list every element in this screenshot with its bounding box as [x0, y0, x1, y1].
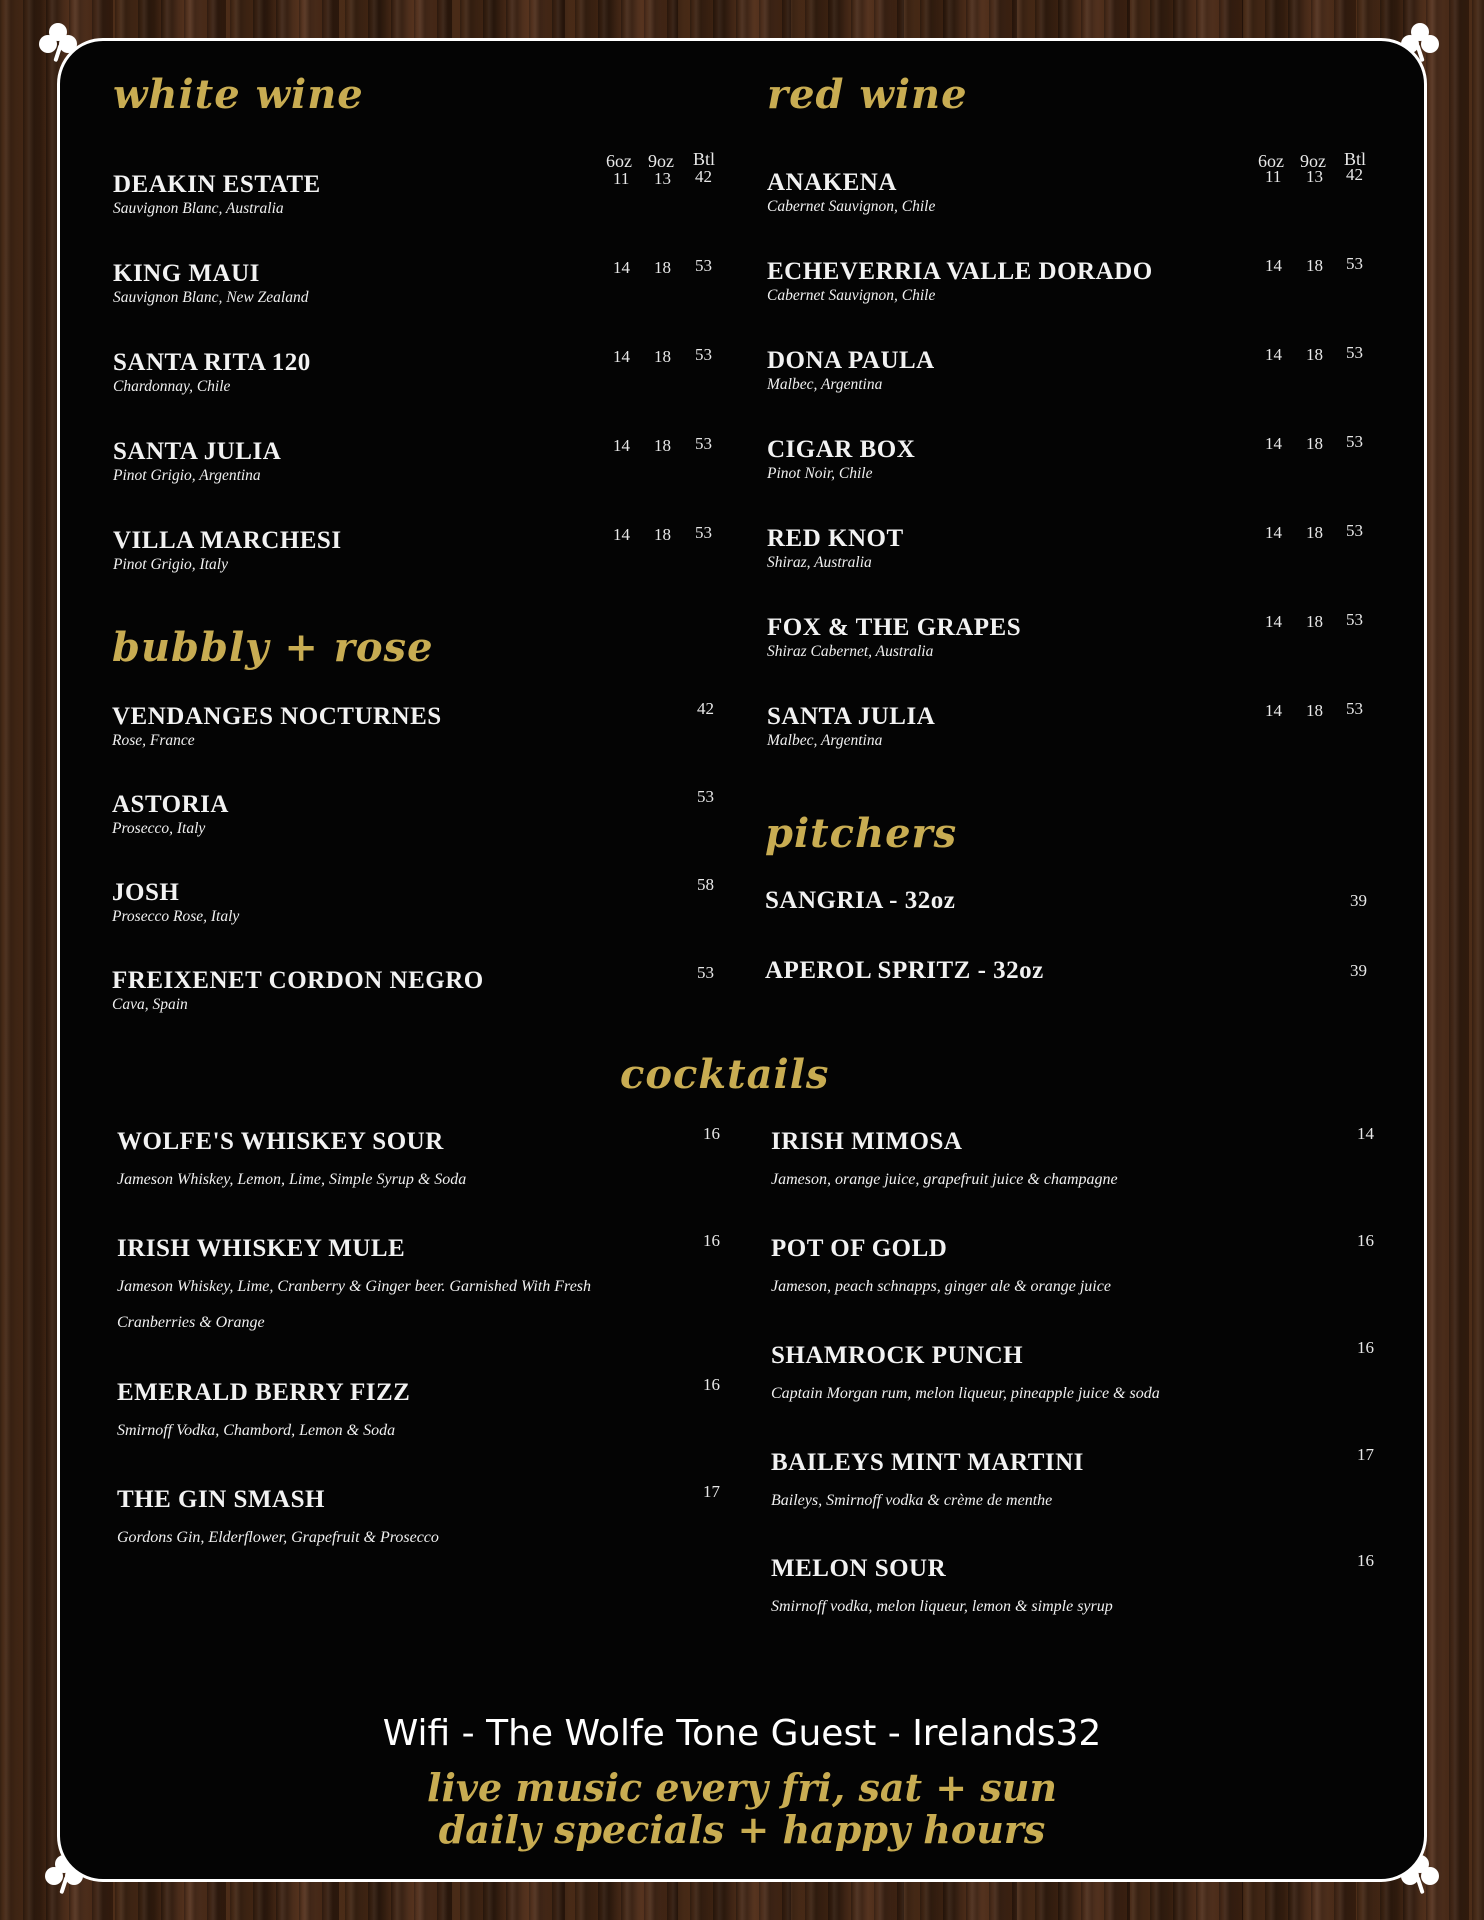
price-bottle: 53	[695, 345, 712, 364]
cocktail-description: Jameson Whiskey, Lime, Cranberry & Ginger beer. Garnished With Fresh Cranberries & Orange	[117, 1278, 592, 1331]
price-6oz: 14	[1265, 701, 1282, 720]
bubbly-rose-heading: bubbly + rose	[112, 624, 434, 671]
red-wine-item	[767, 614, 1021, 661]
wine-name: VENDANGES NOCTURNES	[112, 703, 442, 730]
price-bottle: 53	[695, 523, 712, 542]
cocktail-item	[771, 1128, 1331, 1198]
cocktail-name: IRISH WHISKEY MULE	[117, 1235, 406, 1262]
promo-daily-specials: daily specials + happy hours	[438, 1807, 1046, 1852]
cocktail-price: 16	[1357, 1338, 1374, 1357]
cocktail-price: 16	[703, 1124, 720, 1143]
price-6oz: 14	[1265, 434, 1282, 453]
wifi-info: Wifi - The Wolfe Tone Guest - Irelands32	[382, 1713, 1102, 1754]
pitchers-heading: pitchers	[765, 810, 958, 857]
price-bottle: 53	[1346, 343, 1363, 362]
cocktail-item	[117, 1128, 657, 1198]
wine-name: ASTORIA	[112, 791, 229, 818]
wine-description: Prosecco Rose, Italy	[112, 908, 240, 925]
price-9oz: 18	[654, 258, 671, 277]
cocktail-item	[771, 1342, 1331, 1412]
red-wine-col-btl: Btl	[1344, 149, 1367, 169]
price-bottle: 53	[697, 787, 714, 806]
price-6oz: 14	[613, 436, 630, 455]
wine-description: Pinot Grigio, Italy	[113, 556, 228, 573]
cocktail-description: Smirnoff Vodka, Chambord, Lemon & Soda	[117, 1422, 396, 1439]
bubbly-item	[112, 703, 442, 750]
red-wine-item	[767, 258, 1153, 305]
wine-name: KING MAUI	[113, 260, 260, 287]
pitcher-name: SANGRIA - 32oz	[765, 887, 956, 914]
wine-description: Sauvignon Blanc, Australia	[113, 200, 284, 217]
white-wine-item	[113, 527, 342, 574]
red-wine-col-9oz: 9oz	[1300, 151, 1326, 171]
price-9oz: 18	[1306, 701, 1323, 720]
bubbly-item	[112, 879, 239, 926]
red-wine-col-6oz: 6oz	[1258, 151, 1284, 171]
cocktail-item	[771, 1555, 1331, 1625]
wine-description: Malbec, Argentina	[767, 376, 883, 393]
bubbly-item	[112, 791, 229, 838]
cocktail-item	[117, 1486, 657, 1556]
cocktail-name: THE GIN SMASH	[117, 1486, 325, 1513]
wine-description: Malbec, Argentina	[767, 732, 883, 749]
price-6oz: 14	[1265, 523, 1282, 542]
pitcher-name: APEROL SPRITZ - 32oz	[765, 957, 1044, 984]
price-9oz: 13	[1306, 167, 1323, 186]
price-bottle: 42	[695, 167, 712, 186]
red-wine-item	[767, 436, 915, 483]
price-9oz: 18	[654, 436, 671, 455]
wine-description: Cava, Spain	[112, 996, 188, 1013]
wine-description: Shiraz Cabernet, Australia	[767, 643, 934, 660]
pitcher-price: 39	[1350, 961, 1367, 980]
cocktail-name: WOLFE'S WHISKEY SOUR	[117, 1128, 444, 1155]
price-9oz: 18	[654, 347, 671, 366]
red-wine-item	[767, 347, 935, 394]
wine-description: Pinot Noir, Chile	[767, 465, 873, 482]
price-6oz: 14	[613, 347, 630, 366]
wine-name: SANTA JULIA	[767, 703, 936, 730]
cocktail-description: Baileys, Smirnoff vodka & crème de menthe	[771, 1492, 1053, 1509]
cocktail-item	[771, 1235, 1331, 1305]
price-bottle: 53	[695, 256, 712, 275]
wine-name: CIGAR BOX	[767, 436, 916, 463]
price-6oz: 14	[613, 525, 630, 544]
price-bottle: 53	[1346, 610, 1363, 629]
cocktail-price: 14	[1357, 1124, 1374, 1143]
wine-description: Cabernet Sauvignon, Chile	[767, 198, 936, 215]
wine-description: Pinot Grigio, Argentina	[113, 467, 261, 484]
white-wine-item	[113, 349, 311, 396]
cocktail-description: Smirnoff vodka, melon liqueur, lemon & simple syrup	[771, 1598, 1113, 1615]
cocktails-heading: cocktails	[620, 1051, 830, 1098]
wine-description: Prosecco, Italy	[112, 820, 206, 837]
cocktail-description: Captain Morgan rum, melon liqueur, pineapple juice & soda	[771, 1385, 1160, 1402]
menu-board	[57, 38, 1427, 1882]
cocktail-name: POT OF GOLD	[771, 1235, 948, 1262]
white-wine-item	[113, 171, 321, 218]
price-6oz: 14	[1265, 256, 1282, 275]
price-9oz: 18	[1306, 345, 1323, 364]
price-6oz: 14	[613, 258, 630, 277]
cocktail-price: 16	[1357, 1231, 1374, 1250]
cocktail-price: 16	[703, 1375, 720, 1394]
wine-description: Shiraz, Australia	[767, 554, 872, 571]
wine-name: JOSH	[112, 879, 180, 906]
wine-name: SANTA RITA 120	[113, 349, 311, 376]
wine-name: FREIXENET CORDON NEGRO	[112, 967, 484, 994]
price-bottle: 53	[1346, 699, 1363, 718]
wine-name: ECHEVERRIA VALLE DORADO	[767, 258, 1153, 285]
price-9oz: 13	[654, 169, 671, 188]
cocktail-item	[117, 1379, 657, 1449]
cocktail-name: EMERALD BERRY FIZZ	[117, 1379, 411, 1406]
wine-name: VILLA MARCHESI	[113, 527, 342, 554]
wine-description: Sauvignon Blanc, New Zealand	[113, 289, 309, 306]
bubbly-item	[112, 967, 484, 1014]
cocktail-price: 16	[1357, 1551, 1374, 1570]
wine-description: Chardonnay, Chile	[113, 378, 231, 395]
price-6oz: 11	[613, 169, 630, 188]
red-wine-item	[767, 169, 935, 216]
cocktail-name: BAILEYS MINT MARTINI	[771, 1449, 1084, 1476]
cocktail-item	[771, 1449, 1331, 1519]
wine-name: RED KNOT	[767, 525, 904, 552]
wine-name: DONA PAULA	[767, 347, 935, 374]
price-bottle: 53	[1346, 254, 1363, 273]
cocktail-description: Jameson Whiskey, Lemon, Lime, Simple Syrup & Soda	[117, 1171, 467, 1188]
price-6oz: 14	[1265, 345, 1282, 364]
cocktail-price: 17	[1357, 1445, 1374, 1464]
cocktail-name: MELON SOUR	[771, 1555, 947, 1582]
price-9oz: 18	[1306, 256, 1323, 275]
wine-name: ANAKENA	[767, 169, 897, 196]
cocktail-description: Jameson, peach schnapps, ginger ale & orange juice	[771, 1278, 1111, 1295]
white-wine-heading: white wine	[113, 71, 364, 118]
wine-description: Rose, France	[112, 732, 195, 749]
price-9oz: 18	[654, 525, 671, 544]
price-9oz: 18	[1306, 434, 1323, 453]
cocktail-item	[117, 1235, 657, 1341]
cocktail-price: 16	[703, 1231, 720, 1250]
price-bottle: 42	[697, 699, 714, 718]
price-bottle: 53	[1346, 432, 1363, 451]
price-bottle: 53	[1346, 521, 1363, 540]
price-9oz: 18	[1306, 523, 1323, 542]
white-wine-col-9oz: 9oz	[648, 151, 674, 171]
price-bottle: 42	[1346, 165, 1363, 184]
price-bottle: 58	[697, 875, 714, 894]
white-wine-item	[113, 260, 308, 307]
cocktail-description: Jameson, orange juice, grapefruit juice & champagne	[771, 1171, 1118, 1188]
white-wine-col-btl: Btl	[693, 149, 716, 169]
wine-name: FOX & THE GRAPES	[767, 614, 1022, 641]
red-wine-heading: red wine	[767, 71, 968, 118]
cocktail-name: IRISH MIMOSA	[771, 1128, 963, 1155]
wine-name: SANTA JULIA	[113, 438, 282, 465]
red-wine-item	[767, 525, 904, 572]
white-wine-col-6oz: 6oz	[606, 151, 632, 171]
cocktail-price: 17	[703, 1482, 720, 1501]
cocktail-description: Gordons Gin, Elderflower, Grapefruit & Prosecco	[117, 1529, 439, 1546]
price-9oz: 18	[1306, 612, 1323, 631]
cocktail-name: SHAMROCK PUNCH	[771, 1342, 1024, 1369]
price-6oz: 11	[1265, 167, 1282, 186]
wine-name: DEAKIN ESTATE	[113, 171, 321, 198]
price-6oz: 14	[1265, 612, 1282, 631]
red-wine-item	[767, 703, 935, 750]
promo-live-music: live music every fri, sat + sun	[427, 1765, 1057, 1810]
pitcher-price: 39	[1350, 891, 1367, 910]
wine-description: Cabernet Sauvignon, Chile	[767, 287, 936, 304]
price-bottle: 53	[695, 434, 712, 453]
white-wine-item	[113, 438, 281, 485]
price-bottle: 53	[697, 963, 714, 982]
